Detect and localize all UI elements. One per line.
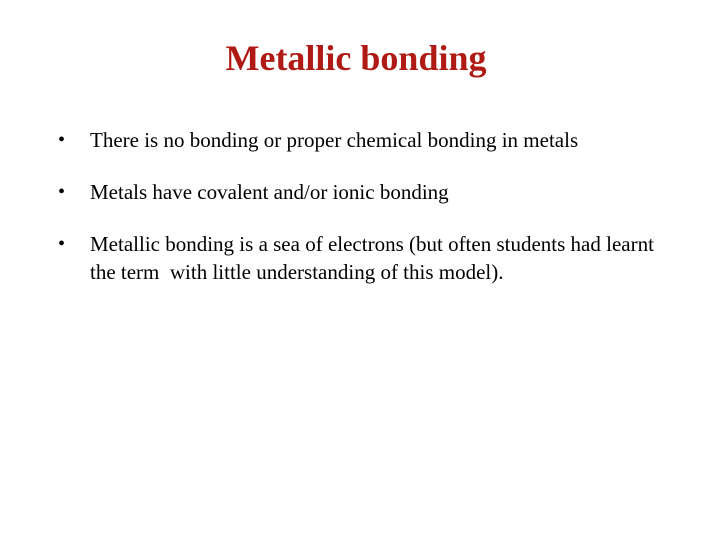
bullet-text: Metals have covalent and/or ionic bonding [90,180,449,204]
bullet-icon: • [58,129,66,151]
bullet-icon: • [58,181,66,203]
bullet-item-no-bonding [56,126,656,154]
bullet-list [56,126,660,286]
bullet-text: Metallic bonding is a sea of electrons (but often students had learnt the term with little understanding of this model). [90,232,660,284]
bullet-icon: • [58,233,66,255]
bullet-item-covalent-ionic [56,178,656,206]
bullet-item-sea-of-electrons [56,230,660,286]
bullet-text: There is no bonding or proper chemical bonding in metals [90,128,579,152]
slide-title: Metallic bonding [225,38,487,78]
